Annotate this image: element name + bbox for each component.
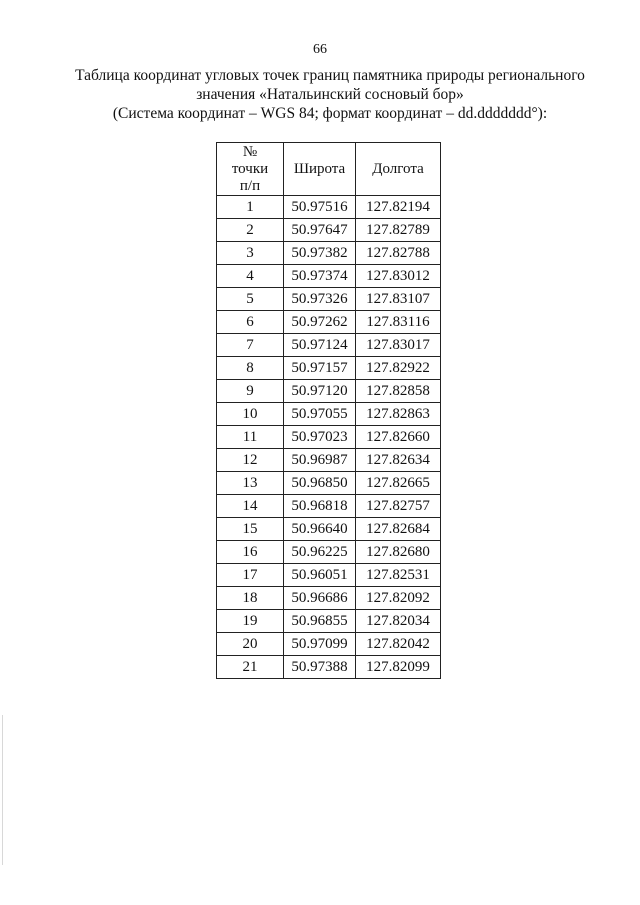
- cell-latitude: 50.96225: [284, 541, 356, 564]
- table-body: [217, 196, 441, 679]
- cell-point-number: 21: [217, 656, 284, 679]
- table-row: [217, 564, 441, 587]
- cell-point-number: 8: [217, 357, 284, 380]
- cell-point-number: 1: [217, 196, 284, 219]
- cell-latitude: 50.97516: [284, 196, 356, 219]
- table-row: [217, 610, 441, 633]
- cell-point-number: 20: [217, 633, 284, 656]
- cell-latitude: 50.96987: [284, 449, 356, 472]
- table-row: [217, 380, 441, 403]
- header-point-number: [217, 143, 284, 196]
- cell-point-number: 19: [217, 610, 284, 633]
- header-num-line-1: №: [242, 143, 258, 160]
- cell-longitude: 127.83116: [356, 311, 441, 334]
- cell-point-number: 11: [217, 426, 284, 449]
- table-row: [217, 357, 441, 380]
- cell-latitude: 50.97374: [284, 265, 356, 288]
- cell-point-number: 16: [217, 541, 284, 564]
- table-row: [217, 334, 441, 357]
- cell-longitude: 127.83107: [356, 288, 441, 311]
- cell-point-number: 14: [217, 495, 284, 518]
- cell-point-number: 7: [217, 334, 284, 357]
- table-row: [217, 449, 441, 472]
- header-num-line-2: точки: [231, 160, 269, 177]
- coordinates-table: [216, 142, 441, 679]
- table-row: [217, 472, 441, 495]
- cell-longitude: 127.82788: [356, 242, 441, 265]
- cell-longitude: 127.82863: [356, 403, 441, 426]
- cell-longitude: 127.83017: [356, 334, 441, 357]
- cell-latitude: 50.97099: [284, 633, 356, 656]
- cell-longitude: 127.82684: [356, 518, 441, 541]
- cell-longitude: 127.82789: [356, 219, 441, 242]
- cell-latitude: 50.96850: [284, 472, 356, 495]
- cell-longitude: 127.82680: [356, 541, 441, 564]
- cell-latitude: 50.97388: [284, 656, 356, 679]
- cell-latitude: 50.97157: [284, 357, 356, 380]
- cell-point-number: 10: [217, 403, 284, 426]
- cell-latitude: 50.97262: [284, 311, 356, 334]
- cell-longitude: 127.82922: [356, 357, 441, 380]
- page-number: 66: [313, 42, 327, 57]
- cell-longitude: 127.82858: [356, 380, 441, 403]
- table-row: [217, 541, 441, 564]
- cell-latitude: 50.97647: [284, 219, 356, 242]
- table-row: [217, 426, 441, 449]
- table-row: [217, 311, 441, 334]
- table-row: [217, 196, 441, 219]
- cell-longitude: 127.82042: [356, 633, 441, 656]
- cell-longitude: 127.82757: [356, 495, 441, 518]
- cell-point-number: 4: [217, 265, 284, 288]
- table-row: [217, 518, 441, 541]
- cell-point-number: 12: [217, 449, 284, 472]
- cell-point-number: 5: [217, 288, 284, 311]
- cell-longitude: 127.82634: [356, 449, 441, 472]
- cell-point-number: 6: [217, 311, 284, 334]
- table-row: [217, 288, 441, 311]
- table-row: [217, 265, 441, 288]
- header-num-line-3: п/п: [239, 177, 261, 194]
- title-line-2: значения «Натальинский сосновый бор»: [196, 86, 464, 103]
- header-latitude: Широта: [284, 143, 356, 196]
- cell-latitude: 50.97124: [284, 334, 356, 357]
- cell-latitude: 50.97120: [284, 380, 356, 403]
- cell-point-number: 15: [217, 518, 284, 541]
- document-title: [60, 66, 600, 123]
- cell-latitude: 50.97055: [284, 403, 356, 426]
- cell-longitude: 127.82665: [356, 472, 441, 495]
- cell-latitude: 50.96640: [284, 518, 356, 541]
- cell-point-number: 3: [217, 242, 284, 265]
- cell-longitude: 127.82531: [356, 564, 441, 587]
- table-row: [217, 495, 441, 518]
- title-line-3: (Система координат – WGS 84; формат координат – dd.ddddddd°):: [112, 105, 548, 122]
- table-row: [217, 587, 441, 610]
- scan-edge-line: [2, 715, 3, 865]
- cell-point-number: 17: [217, 564, 284, 587]
- cell-latitude: 50.96818: [284, 495, 356, 518]
- table-row: [217, 633, 441, 656]
- cell-point-number: 2: [217, 219, 284, 242]
- table-row: [217, 656, 441, 679]
- cell-latitude: 50.96051: [284, 564, 356, 587]
- table-row: [217, 219, 441, 242]
- cell-longitude: 127.83012: [356, 265, 441, 288]
- table-row: [217, 242, 441, 265]
- header-longitude: Долгота: [356, 143, 441, 196]
- cell-point-number: 18: [217, 587, 284, 610]
- cell-latitude: 50.97382: [284, 242, 356, 265]
- table-row: [217, 403, 441, 426]
- cell-longitude: 127.82099: [356, 656, 441, 679]
- cell-point-number: 13: [217, 472, 284, 495]
- cell-longitude: 127.82194: [356, 196, 441, 219]
- title-line-1: Таблица координат угловых точек границ памятника природы регионального: [75, 67, 585, 84]
- cell-longitude: 127.82660: [356, 426, 441, 449]
- cell-longitude: 127.82034: [356, 610, 441, 633]
- header-row: [217, 143, 441, 196]
- cell-latitude: 50.96686: [284, 587, 356, 610]
- cell-latitude: 50.96855: [284, 610, 356, 633]
- cell-point-number: 9: [217, 380, 284, 403]
- cell-latitude: 50.97326: [284, 288, 356, 311]
- table-header: [217, 143, 441, 196]
- cell-longitude: 127.82092: [356, 587, 441, 610]
- cell-latitude: 50.97023: [284, 426, 356, 449]
